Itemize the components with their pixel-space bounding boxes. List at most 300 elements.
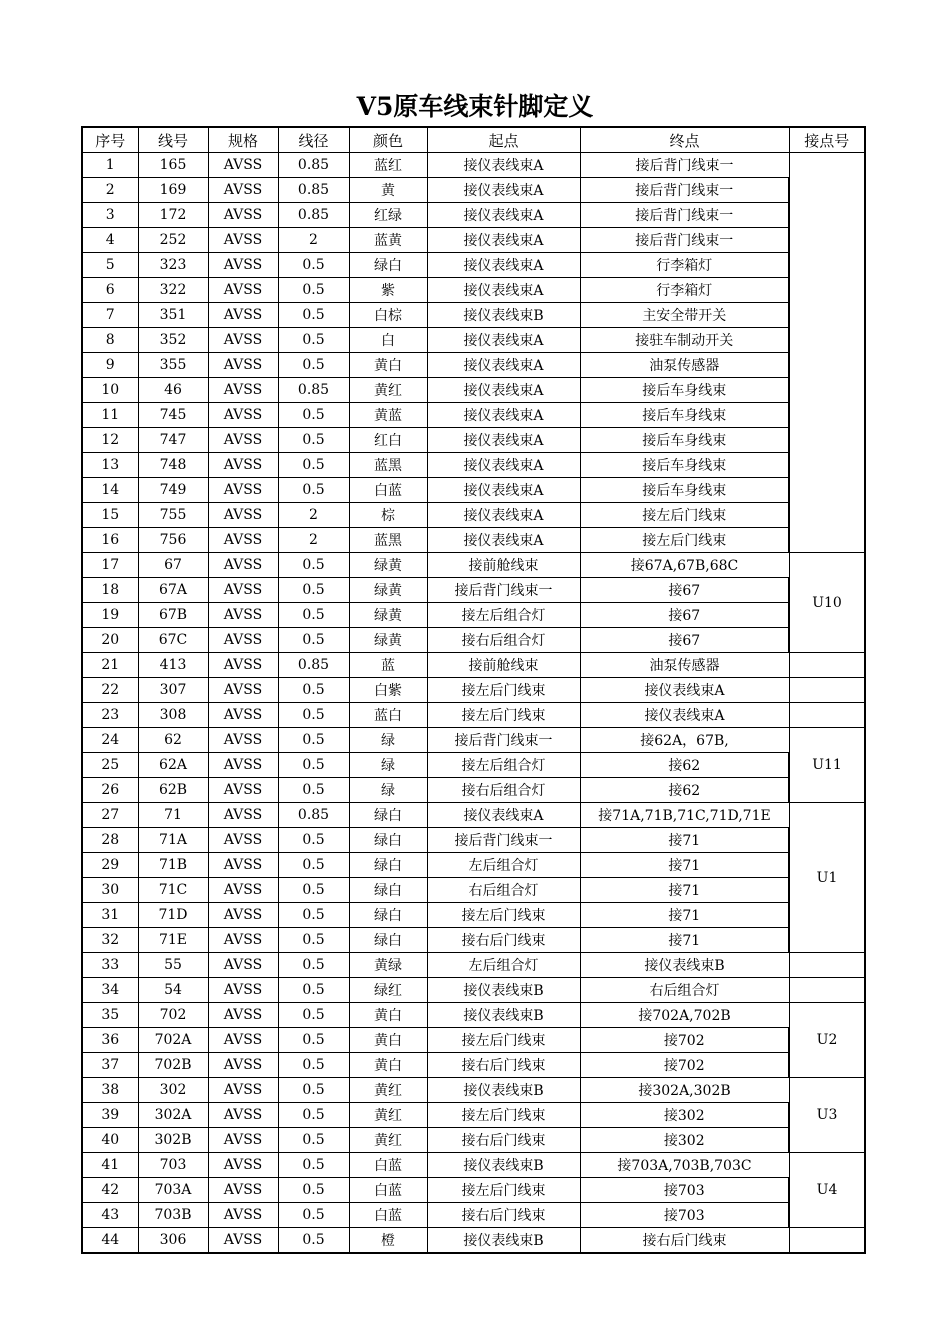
wire-gauge-cell: 0.5 [278,303,349,328]
end-point-cell: 接驻车制动开关 [580,328,789,353]
wire-number-cell: 306 [138,1228,208,1254]
wire-spec-cell: AVSS [208,1153,278,1178]
table-row [82,528,865,553]
wire-number-cell: 62B [138,778,208,803]
end-point-cell: 接仪表线束A [580,678,789,703]
wire-spec-cell: AVSS [208,253,278,278]
row-number-cell: 30 [82,878,138,903]
start-point-cell: 接仪表线束A [427,503,580,528]
wire-spec-cell: AVSS [208,778,278,803]
start-point-cell: 接仪表线束B [427,1003,580,1028]
wire-spec-cell: AVSS [208,153,278,178]
end-point-cell: 接62A，67B, [580,728,789,753]
row-number-cell: 38 [82,1078,138,1103]
wire-number-cell: 252 [138,228,208,253]
start-point-cell: 接仪表线束A [427,178,580,203]
row-number-cell: 9 [82,353,138,378]
wire-color-cell: 绿黄 [349,578,427,603]
end-point-cell: 油泵传感器 [580,653,789,678]
row-number-cell: 34 [82,978,138,1003]
table-row [82,1078,865,1103]
wire-color-cell: 蓝黑 [349,453,427,478]
wire-spec-cell: AVSS [208,528,278,553]
wire-spec-cell: AVSS [208,478,278,503]
wire-color-cell: 绿 [349,753,427,778]
wire-number-cell: 67 [138,553,208,578]
wire-spec-cell: AVSS [208,1053,278,1078]
wire-spec-cell: AVSS [208,228,278,253]
wire-gauge-cell: 0.5 [278,978,349,1003]
end-point-cell: 接左后门线束 [580,528,789,553]
wire-gauge-cell: 0.5 [278,403,349,428]
table-row [82,478,865,503]
end-point-cell: 行李箱灯 [580,278,789,303]
wire-color-cell: 绿白 [349,253,427,278]
table-row [82,178,865,203]
end-point-cell: 接71 [580,928,789,953]
wire-gauge-cell: 0.5 [278,353,349,378]
wire-gauge-cell: 0.5 [278,553,349,578]
row-number-cell: 41 [82,1153,138,1178]
wire-gauge-cell: 0.5 [278,778,349,803]
start-point-cell: 接仪表线束A [427,203,580,228]
start-point-cell: 接前舱线束 [427,653,580,678]
start-point-cell: 接仪表线束A [427,403,580,428]
table-row [82,678,865,703]
wire-gauge-cell: 0.5 [278,453,349,478]
wire-color-cell: 蓝 [349,653,427,678]
row-number-cell: 1 [82,153,138,178]
row-number-cell: 3 [82,203,138,228]
wire-gauge-cell: 0.5 [278,278,349,303]
table-row [82,453,865,478]
row-number-cell: 28 [82,828,138,853]
table-row [82,1153,865,1178]
wire-number-cell: 71E [138,928,208,953]
end-point-cell: 接71A,71B,71C,71D,71E [580,803,789,828]
column-header: 规格 [208,127,278,153]
wire-spec-cell: AVSS [208,203,278,228]
row-number-cell: 33 [82,953,138,978]
table-row [82,328,865,353]
wire-spec-cell: AVSS [208,353,278,378]
wire-number-cell: 55 [138,953,208,978]
wire-color-cell: 白紫 [349,678,427,703]
row-number-cell: 15 [82,503,138,528]
wire-number-cell: 702 [138,1003,208,1028]
end-point-cell: 接后车身线束 [580,378,789,403]
table-row [82,778,865,803]
end-point-cell: 接67 [580,603,789,628]
wire-gauge-cell: 0.5 [278,628,349,653]
wire-number-cell: 756 [138,528,208,553]
row-number-cell: 14 [82,478,138,503]
wire-number-cell: 352 [138,328,208,353]
table-row [82,553,865,578]
table-row [82,928,865,953]
row-number-cell: 2 [82,178,138,203]
table-row [82,1228,865,1254]
start-point-cell: 接右后门线束 [427,1203,580,1228]
wire-number-cell: 322 [138,278,208,303]
wire-gauge-cell: 0.5 [278,953,349,978]
wire-color-cell: 绿白 [349,878,427,903]
pin-definition-table [81,126,866,1254]
table-row [82,353,865,378]
wire-gauge-cell: 0.5 [278,1078,349,1103]
start-point-cell: 接右后门线束 [427,1053,580,1078]
row-number-cell: 26 [82,778,138,803]
wire-color-cell: 棕 [349,503,427,528]
wire-spec-cell: AVSS [208,703,278,728]
wire-gauge-cell: 2 [278,528,349,553]
wire-gauge-cell: 0.5 [278,828,349,853]
end-point-cell: 接302A,302B [580,1078,789,1103]
junction-cell [789,1228,865,1254]
wire-color-cell: 绿 [349,728,427,753]
wire-spec-cell: AVSS [208,1103,278,1128]
wire-number-cell: 749 [138,478,208,503]
end-point-cell: 接后背门线束一 [580,203,789,228]
wire-number-cell: 71A [138,828,208,853]
wire-gauge-cell: 0.5 [278,728,349,753]
end-point-cell: 接67 [580,628,789,653]
wire-gauge-cell: 0.5 [278,1128,349,1153]
row-number-cell: 19 [82,603,138,628]
column-header: 颜色 [349,127,427,153]
table-header-row [82,127,865,153]
wire-spec-cell: AVSS [208,428,278,453]
start-point-cell: 接左后门线束 [427,1028,580,1053]
wire-color-cell: 白蓝 [349,478,427,503]
start-point-cell: 接右后门线束 [427,928,580,953]
wire-gauge-cell: 0.5 [278,853,349,878]
wire-spec-cell: AVSS [208,728,278,753]
wire-spec-cell: AVSS [208,503,278,528]
table-body [82,153,865,1254]
row-number-cell: 21 [82,653,138,678]
start-point-cell: 接仪表线束B [427,1078,580,1103]
end-point-cell: 接71 [580,903,789,928]
row-number-cell: 17 [82,553,138,578]
table-row [82,853,865,878]
junction-cell: U4 [789,1153,865,1228]
wire-spec-cell: AVSS [208,278,278,303]
wire-color-cell: 紫 [349,278,427,303]
row-number-cell: 36 [82,1028,138,1053]
wire-gauge-cell: 0.85 [278,803,349,828]
wire-spec-cell: AVSS [208,328,278,353]
wire-color-cell: 黄绿 [349,953,427,978]
wire-number-cell: 755 [138,503,208,528]
wire-color-cell: 绿白 [349,928,427,953]
table-row [82,378,865,403]
start-point-cell: 接仪表线束A [427,378,580,403]
end-point-cell: 接后车身线束 [580,478,789,503]
wire-gauge-cell: 0.85 [278,378,349,403]
wire-number-cell: 703B [138,1203,208,1228]
start-point-cell: 接仪表线束A [427,428,580,453]
start-point-cell: 接仪表线束A [427,528,580,553]
row-number-cell: 22 [82,678,138,703]
wire-color-cell: 白棕 [349,303,427,328]
wire-spec-cell: AVSS [208,1078,278,1103]
table-row [82,978,865,1003]
wire-spec-cell: AVSS [208,928,278,953]
table-row [82,703,865,728]
wire-spec-cell: AVSS [208,853,278,878]
wire-spec-cell: AVSS [208,378,278,403]
end-point-cell: 接仪表线束A [580,703,789,728]
wire-gauge-cell: 0.5 [278,1028,349,1053]
start-point-cell: 接仪表线束B [427,1153,580,1178]
end-point-cell: 接702 [580,1053,789,1078]
wire-gauge-cell: 0.5 [278,1053,349,1078]
wire-color-cell: 黄红 [349,1103,427,1128]
start-point-cell: 接仪表线束A [427,353,580,378]
wire-color-cell: 黄蓝 [349,403,427,428]
wire-color-cell: 黄白 [349,353,427,378]
end-point-cell: 接62 [580,778,789,803]
row-number-cell: 4 [82,228,138,253]
row-number-cell: 11 [82,403,138,428]
wire-gauge-cell: 0.5 [278,1178,349,1203]
wire-gauge-cell: 0.5 [278,253,349,278]
start-point-cell: 接左后门线束 [427,678,580,703]
wire-color-cell: 橙 [349,1228,427,1254]
wire-spec-cell: AVSS [208,878,278,903]
start-point-cell: 接左后门线束 [427,903,580,928]
wire-number-cell: 413 [138,653,208,678]
column-header: 线号 [138,127,208,153]
row-number-cell: 6 [82,278,138,303]
row-number-cell: 37 [82,1053,138,1078]
table-row [82,1028,865,1053]
wire-color-cell: 黄白 [349,1053,427,1078]
end-point-cell: 接703A,703B,703C [580,1153,789,1178]
row-number-cell: 23 [82,703,138,728]
wire-number-cell: 62 [138,728,208,753]
wire-number-cell: 747 [138,428,208,453]
wire-number-cell: 62A [138,753,208,778]
wire-spec-cell: AVSS [208,603,278,628]
end-point-cell: 接左后门线束 [580,503,789,528]
wire-color-cell: 蓝白 [349,703,427,728]
end-point-cell: 接703 [580,1178,789,1203]
junction-cell [789,153,865,553]
wire-color-cell: 绿黄 [349,628,427,653]
end-point-cell: 接后背门线束一 [580,178,789,203]
wire-spec-cell: AVSS [208,653,278,678]
start-point-cell: 接后背门线束一 [427,578,580,603]
wire-color-cell: 绿白 [349,903,427,928]
row-number-cell: 31 [82,903,138,928]
wire-number-cell: 355 [138,353,208,378]
start-point-cell: 接仪表线束B [427,1228,580,1254]
wire-color-cell: 黄白 [349,1003,427,1028]
column-header: 序号 [82,127,138,153]
junction-cell [789,978,865,1003]
wire-number-cell: 71C [138,878,208,903]
start-point-cell: 右后组合灯 [427,878,580,903]
wire-color-cell: 白 [349,328,427,353]
wire-color-cell: 黄红 [349,1128,427,1153]
wire-spec-cell: AVSS [208,953,278,978]
start-point-cell: 接右后组合灯 [427,628,580,653]
wire-gauge-cell: 0.5 [278,678,349,703]
wire-gauge-cell: 2 [278,228,349,253]
wire-number-cell: 302 [138,1078,208,1103]
end-point-cell: 接71 [580,853,789,878]
wire-gauge-cell: 0.5 [278,428,349,453]
table-row [82,303,865,328]
end-point-cell: 接后车身线束 [580,403,789,428]
table-row [82,228,865,253]
wire-number-cell: 351 [138,303,208,328]
wire-color-cell: 红绿 [349,203,427,228]
end-point-cell: 右后组合灯 [580,978,789,1003]
table-row [82,278,865,303]
wire-gauge-cell: 0.5 [278,703,349,728]
end-point-cell: 接302 [580,1128,789,1153]
table-row [82,428,865,453]
end-point-cell: 主安全带开关 [580,303,789,328]
wire-spec-cell: AVSS [208,578,278,603]
row-number-cell: 10 [82,378,138,403]
wire-spec-cell: AVSS [208,1028,278,1053]
wire-spec-cell: AVSS [208,1178,278,1203]
table-row [82,628,865,653]
wire-color-cell: 绿白 [349,853,427,878]
wire-number-cell: 323 [138,253,208,278]
wire-number-cell: 67C [138,628,208,653]
table-row [82,1178,865,1203]
wire-spec-cell: AVSS [208,628,278,653]
table-row [82,953,865,978]
table-row [82,1203,865,1228]
wire-spec-cell: AVSS [208,178,278,203]
row-number-cell: 43 [82,1203,138,1228]
end-point-cell: 接后车身线束 [580,428,789,453]
junction-cell [789,953,865,978]
table-row [82,1103,865,1128]
start-point-cell: 接仪表线束A [427,153,580,178]
start-point-cell: 接左后组合灯 [427,603,580,628]
wire-gauge-cell: 0.85 [278,653,349,678]
wire-number-cell: 748 [138,453,208,478]
wire-spec-cell: AVSS [208,903,278,928]
start-point-cell: 接左后组合灯 [427,753,580,778]
table-row [82,153,865,178]
end-point-cell: 接71 [580,878,789,903]
wire-spec-cell: AVSS [208,1128,278,1153]
wire-number-cell: 307 [138,678,208,703]
wire-spec-cell: AVSS [208,453,278,478]
row-number-cell: 18 [82,578,138,603]
row-number-cell: 39 [82,1103,138,1128]
table-row [82,578,865,603]
end-point-cell: 油泵传感器 [580,353,789,378]
row-number-cell: 12 [82,428,138,453]
wire-color-cell: 黄 [349,178,427,203]
wire-spec-cell: AVSS [208,553,278,578]
column-header: 接点号 [789,127,865,153]
wire-number-cell: 308 [138,703,208,728]
wire-number-cell: 302A [138,1103,208,1128]
wire-gauge-cell: 2 [278,503,349,528]
wire-number-cell: 702A [138,1028,208,1053]
table-row [82,803,865,828]
wire-color-cell: 蓝黄 [349,228,427,253]
table-row [82,253,865,278]
wire-color-cell: 黄红 [349,1078,427,1103]
column-header: 起点 [427,127,580,153]
junction-cell: U3 [789,1078,865,1153]
end-point-cell: 行李箱灯 [580,253,789,278]
table-row [82,728,865,753]
start-point-cell: 接左后门线束 [427,1178,580,1203]
junction-cell [789,653,865,678]
start-point-cell: 接前舱线束 [427,553,580,578]
wire-gauge-cell: 0.5 [278,478,349,503]
wire-spec-cell: AVSS [208,803,278,828]
wire-gauge-cell: 0.85 [278,203,349,228]
wire-gauge-cell: 0.5 [278,1228,349,1254]
end-point-cell: 接702 [580,1028,789,1053]
wire-number-cell: 172 [138,203,208,228]
wire-color-cell: 白蓝 [349,1153,427,1178]
wire-gauge-cell: 0.5 [278,578,349,603]
table-row [82,878,865,903]
wire-spec-cell: AVSS [208,303,278,328]
table-row [82,1128,865,1153]
start-point-cell: 接仪表线束B [427,303,580,328]
end-point-cell: 接702A,702B [580,1003,789,1028]
wire-color-cell: 白蓝 [349,1203,427,1228]
end-point-cell: 接67A,67B,68C [580,553,789,578]
wire-gauge-cell: 0.5 [278,928,349,953]
wire-color-cell: 绿红 [349,978,427,1003]
table-row [82,203,865,228]
row-number-cell: 27 [82,803,138,828]
table-row [82,1003,865,1028]
wire-number-cell: 703 [138,1153,208,1178]
start-point-cell: 接后背门线束一 [427,828,580,853]
row-number-cell: 7 [82,303,138,328]
end-point-cell: 接右后门线束 [580,1228,789,1254]
row-number-cell: 24 [82,728,138,753]
wire-color-cell: 黄红 [349,378,427,403]
row-number-cell: 29 [82,853,138,878]
wire-number-cell: 71D [138,903,208,928]
wire-gauge-cell: 0.5 [278,1003,349,1028]
wire-color-cell: 蓝黑 [349,528,427,553]
wire-gauge-cell: 0.85 [278,153,349,178]
row-number-cell: 40 [82,1128,138,1153]
start-point-cell: 接仪表线束A [427,328,580,353]
end-point-cell: 接后背门线束一 [580,153,789,178]
start-point-cell: 接左后门线束 [427,1103,580,1128]
start-point-cell: 接仪表线束A [427,453,580,478]
wire-number-cell: 745 [138,403,208,428]
table-row [82,603,865,628]
row-number-cell: 13 [82,453,138,478]
junction-cell [789,703,865,728]
row-number-cell: 20 [82,628,138,653]
row-number-cell: 8 [82,328,138,353]
wire-number-cell: 46 [138,378,208,403]
end-point-cell: 接703 [580,1203,789,1228]
